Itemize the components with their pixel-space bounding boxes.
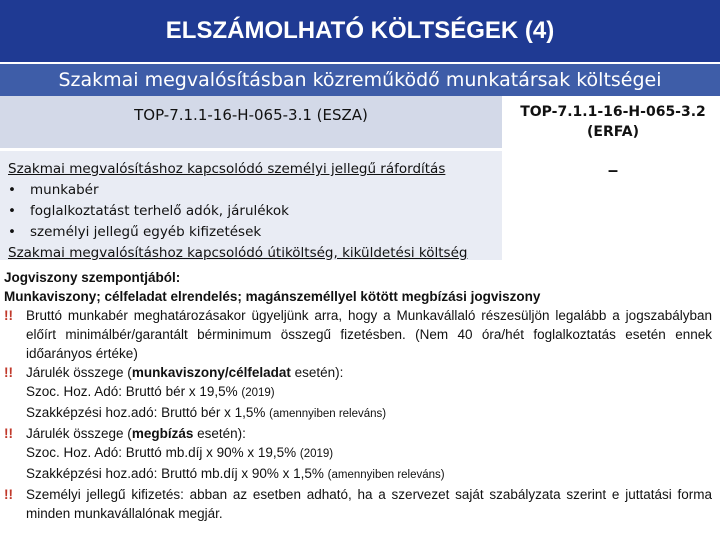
col1-first-line: Szakmai megvalósításhoz kapcsolódó személyi jellegű ráfordítás bbox=[8, 161, 446, 177]
note-text-part: esetén): bbox=[193, 426, 246, 441]
note-text bbox=[26, 363, 712, 424]
note-text-small: (amennyiben releváns) bbox=[269, 408, 387, 420]
table-head-row bbox=[0, 96, 720, 148]
heading-relation-types: Munkaviszony; célfeladat elrendelés; magánszeméllyel kötött megbízási jogviszony bbox=[4, 289, 541, 304]
col2-content: – bbox=[506, 148, 720, 260]
cost-table bbox=[0, 62, 720, 260]
list-item: • munkabér bbox=[8, 180, 498, 201]
note-text bbox=[26, 424, 712, 485]
list-item: • foglalkoztatást terhelő adók, járulékok bbox=[8, 201, 498, 222]
note-item bbox=[4, 363, 712, 424]
heading-legal-relation: Jogviszony szempontjából: bbox=[4, 270, 181, 285]
note-text-part: Szoc. Hoz. Adó: Bruttó bér x 19,5% bbox=[26, 384, 242, 399]
exclamation-icon: !! bbox=[4, 426, 13, 441]
exclamation-icon: !! bbox=[4, 487, 13, 502]
slide-title-text: ELSZÁMOLHATÓ KÖLTSÉGEK (4) bbox=[165, 17, 555, 44]
note-text-part: Szoc. Hoz. Adó: Bruttó mb.díj x 90% x 19,5% bbox=[26, 445, 300, 460]
note-text-part: esetén): bbox=[290, 365, 344, 380]
col2-title-line1: TOP-7.1.1-16-H-065-3.2 bbox=[520, 104, 706, 120]
note-text-part: Járulék összege ( bbox=[26, 365, 132, 380]
col1-title: TOP-7.1.1-16-H-065-3.1 (ESZA) bbox=[0, 96, 506, 148]
list-item: • személyi jellegű egyéb kifizetések bbox=[8, 222, 498, 243]
col1-content bbox=[0, 148, 506, 260]
col2-title-line2: (ERFA) bbox=[587, 124, 639, 140]
table-header: Szakmai megvalósításban közreműködő munkatársak költségei bbox=[0, 62, 720, 96]
note-item bbox=[4, 485, 712, 523]
col2-title bbox=[506, 96, 720, 148]
note-text-small: (2019) bbox=[241, 387, 275, 399]
note-text-small: (2019) bbox=[299, 448, 334, 460]
note-text-small: (amennyiben releváns) bbox=[327, 469, 445, 481]
col1-list bbox=[8, 180, 498, 243]
slide-title bbox=[0, 0, 720, 62]
table-body-row bbox=[0, 148, 720, 260]
note-text-bold: megbízás bbox=[131, 426, 194, 441]
col1-last-line: Szakmai megvalósításhoz kapcsolódó útiköltség, kiküldetési költség bbox=[8, 245, 468, 261]
note-item bbox=[4, 424, 712, 485]
note-item bbox=[4, 306, 712, 363]
note-text-bold: munkaviszony/célfeladat bbox=[131, 365, 291, 380]
note-text-part: Szakképzési hoz.adó: Bruttó mb.díj x 90% x 1,5% bbox=[26, 466, 328, 481]
note-text-part: Járulék összege ( bbox=[26, 426, 132, 441]
body-text bbox=[4, 268, 712, 523]
note-text: Személyi jellegű kifizetés: abban az esetben adható, ha a szervezet saját szabályzata szerint e juttatási forma minden munkavállalónak megjár. bbox=[26, 487, 712, 521]
exclamation-icon: !! bbox=[4, 308, 13, 323]
exclamation-icon: !! bbox=[4, 365, 13, 380]
note-text: Bruttó munkabér meghatározásakor ügyeljünk arra, hogy a Munkavállaló részesüljön legalább a jogszabályban előírt minimálbér/garantált bérminimum összegű fizetésben. (Nem 40 óra/hét foglalkoztatás esetén ennek időarányos értéke) bbox=[26, 308, 712, 361]
note-text-part: Szakképzési hoz.adó: Bruttó bér x 1,5% bbox=[26, 405, 270, 420]
